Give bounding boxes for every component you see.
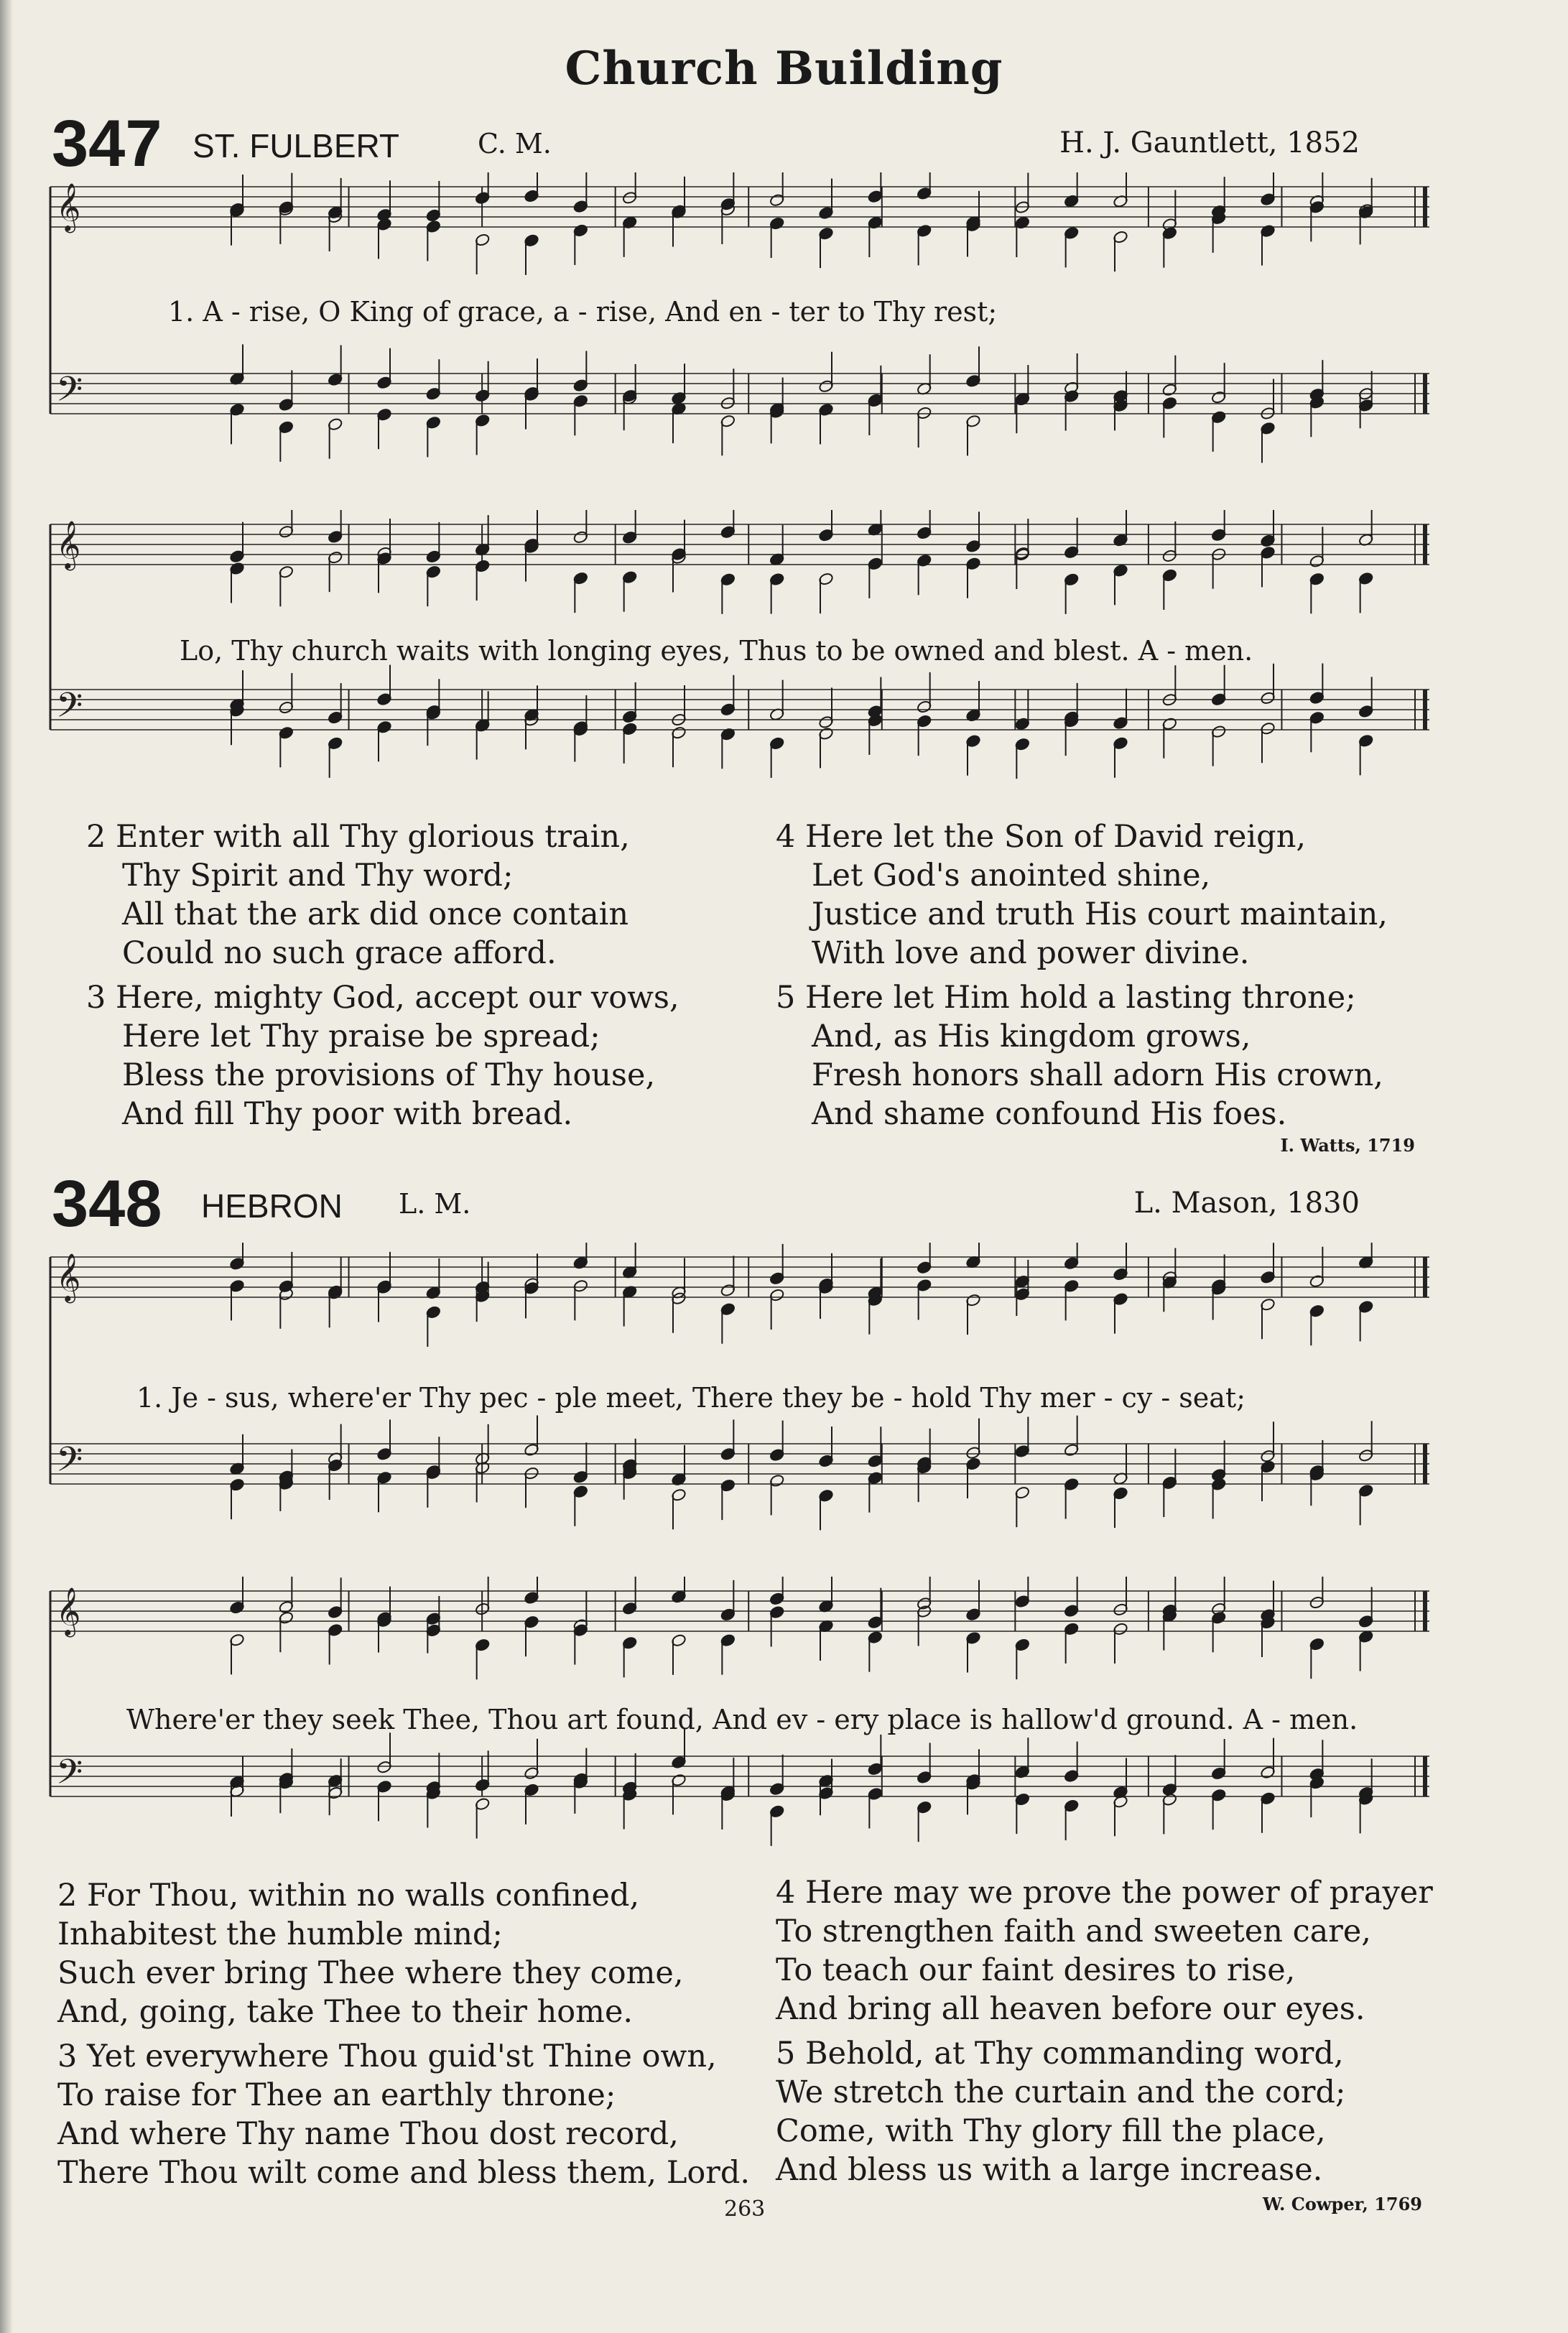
- treble-clef-icon: 𝄞: [56, 182, 81, 231]
- stanza-line: And bring all heaven before our eyes.: [776, 1991, 1365, 2027]
- treble-clef-icon: 𝄞: [56, 519, 81, 569]
- treble-clef-icon: 𝄞: [56, 1586, 81, 1636]
- stanza-line: 3 Here, mighty God, accept our vows,: [86, 980, 679, 1016]
- bass-clef-icon: 𝄢: [56, 1439, 83, 1488]
- author-credit: I. Watts, 1719: [1280, 1135, 1415, 1156]
- stanza-line: All that the ark did once contain: [122, 896, 629, 932]
- tune-name: HEBRON: [201, 1187, 343, 1225]
- composer: L. Mason, 1830: [1133, 1187, 1360, 1220]
- lyric-underlay: Where'er they seek Thee, Thou art found, And ev - ery place is hallow'd ground. A - men.: [126, 1704, 1358, 1735]
- hymn-347-stanzas-right: [776, 817, 1388, 1139]
- composer: H. J. Gauntlett, 1852: [1059, 126, 1360, 159]
- stanza-line: And shame confound His foes.: [812, 1096, 1287, 1132]
- hymn-348-stanzas-left: [57, 1876, 750, 2198]
- stanza-line: To raise for Thee an earthly throne;: [57, 2077, 616, 2113]
- treble-clef-icon: 𝄞: [56, 1252, 81, 1302]
- stanza-line: And where Thy name Thou dost record,: [57, 2116, 679, 2152]
- stanza-line: 2 For Thou, within no walls confined,: [57, 1878, 640, 1914]
- hymn-347-header: [0, 106, 1568, 178]
- stanza-line: And bless us with a large increase.: [776, 2152, 1323, 2188]
- stanza-line: 5 Behold, at Thy commanding word,: [776, 2036, 1344, 2072]
- stanza-line: Inhabitest the humble mind;: [57, 1916, 503, 1952]
- stanza: [57, 1876, 750, 2031]
- stanza-line: 5 Here let Him hold a lasting throne;: [776, 980, 1356, 1016]
- hymn-347-system-1: [43, 172, 1480, 503]
- stanza: [776, 978, 1388, 1133]
- lyric-underlay: Lo, Thy church waits with longing eyes, Thus to be owned and blest. A - men.: [180, 635, 1253, 667]
- bass-clef-icon: 𝄢: [56, 685, 83, 734]
- stanza-line: To teach our faint desires to rise,: [776, 1952, 1296, 1988]
- stanza: [86, 817, 679, 973]
- stanza: [776, 817, 1388, 973]
- stanza-line: Could no such grace afford.: [122, 935, 557, 971]
- stanza-line: To strengthen faith and sweeten care,: [776, 1914, 1371, 1949]
- lyric-underlay: 1. A - rise, O King of grace, a - rise, And en - ter to Thy rest;: [168, 296, 998, 328]
- bass-clef-icon: 𝄢: [56, 1751, 83, 1801]
- hymn-347-stanzas-left: [86, 817, 679, 1139]
- meter: C. M.: [478, 128, 552, 159]
- stanza-line: Let God's anointed shine,: [812, 858, 1211, 894]
- stanza: [57, 2037, 750, 2192]
- lyric-underlay: 1. Je - sus, where'er Thy pec - ple meet, There they be - hold Thy mer - cy - seat;: [136, 1382, 1246, 1414]
- meter: L. M.: [399, 1188, 471, 1220]
- stanza-line: And, as His kingdom grows,: [812, 1019, 1251, 1054]
- stanza-line: Justice and truth His court maintain,: [812, 896, 1388, 932]
- author-credit: W. Cowper, 1769: [1262, 2194, 1422, 2214]
- stanza-line: Such ever bring Thee where they come,: [57, 1955, 684, 1991]
- hymn-number: 348: [52, 1167, 162, 1240]
- stanza-line: 4 Here let the Son of David reign,: [776, 819, 1307, 855]
- stanza-line: And, going, take Thee to their home.: [57, 1994, 634, 2030]
- stanza-line: Thy Spirit and Thy word;: [122, 858, 514, 894]
- hymn-number: 347: [52, 107, 162, 180]
- page-number: 263: [724, 2197, 766, 2222]
- stanza-line: With love and power divine.: [812, 935, 1250, 971]
- stanza: [776, 2034, 1433, 2189]
- stanza-line: Bless the provisions of Thy house,: [122, 1057, 656, 1093]
- section-title: Church Building: [565, 42, 1003, 96]
- stanza-line: And fill Thy poor with bread.: [122, 1096, 573, 1132]
- stanza-line: 3 Yet everywhere Thou guid'st Thine own,: [57, 2039, 717, 2074]
- bass-clef-icon: 𝄢: [56, 368, 83, 418]
- stanza-line: 2 Enter with all Thy glorious train,: [86, 819, 630, 855]
- music-staff-system: [43, 172, 1480, 503]
- stanza: [86, 978, 679, 1133]
- stanza-line: Here let Thy praise be spread;: [122, 1019, 600, 1054]
- hymn-348-header: [0, 1166, 1568, 1238]
- hymn-348-stanzas-right: [776, 1873, 1433, 2195]
- stanza-line: There Thou wilt come and bless them, Lord.: [57, 2155, 751, 2191]
- stanza-line: Come, with Thy glory fill the place,: [776, 2113, 1326, 2149]
- stanza-line: We stretch the curtain and the cord;: [776, 2074, 1346, 2110]
- stanza: [776, 1873, 1433, 2028]
- stanza-line: 4 Here may we prove the power of prayer: [776, 1875, 1433, 1911]
- stanza-line: Fresh honors shall adorn His crown,: [812, 1057, 1383, 1093]
- tune-name: ST. FULBERT: [192, 127, 399, 164]
